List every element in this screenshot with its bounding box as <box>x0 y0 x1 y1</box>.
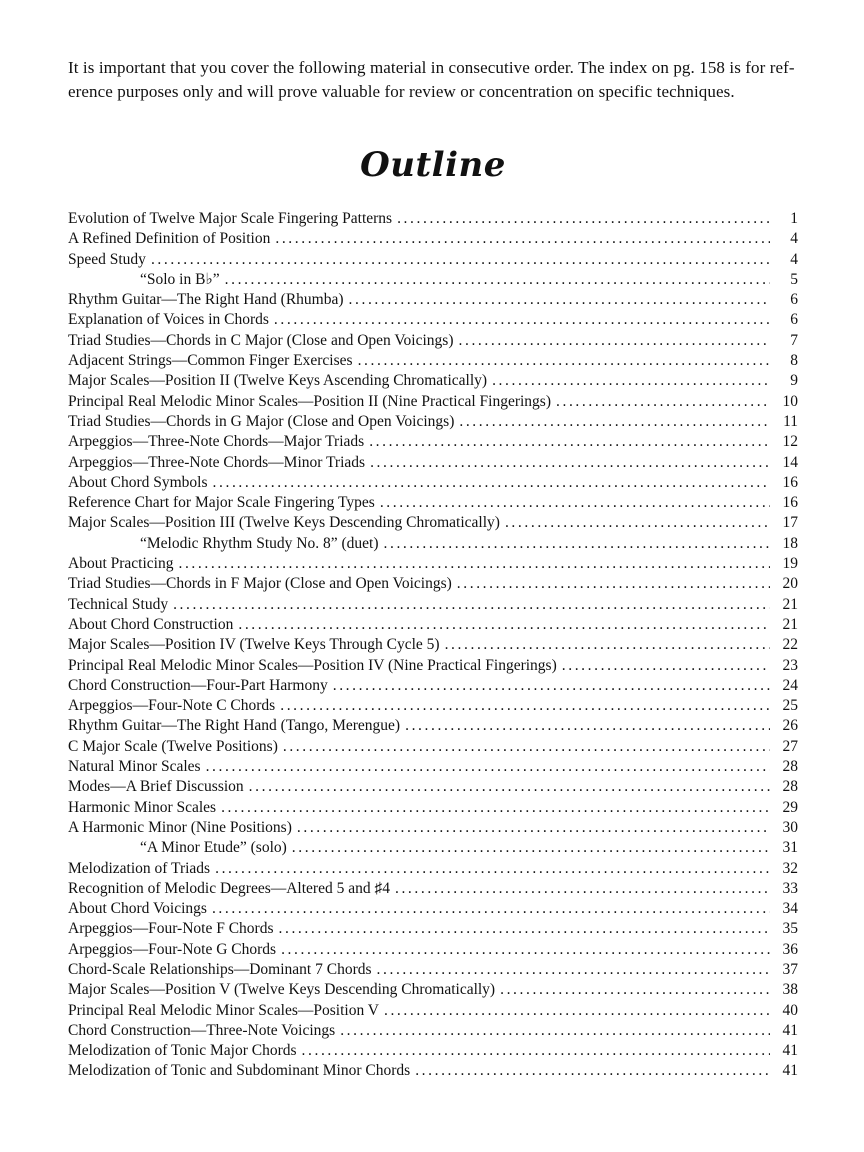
toc-entry <box>68 229 798 249</box>
toc-entry <box>68 1041 798 1061</box>
toc-entry <box>68 473 798 493</box>
dot-leader <box>395 879 770 899</box>
dot-leader <box>459 412 770 432</box>
toc-entry <box>68 1061 798 1081</box>
toc-entry-page: 27 <box>782 737 798 755</box>
toc-entry-page: 29 <box>782 798 798 816</box>
toc-entry-page: 36 <box>782 940 798 958</box>
toc-entry-page: 17 <box>782 514 798 532</box>
toc-entry-page: 4 <box>790 230 798 248</box>
toc-entry <box>68 757 798 777</box>
dot-leader <box>215 859 770 879</box>
toc-entry-page: 21 <box>782 595 798 613</box>
dot-leader <box>369 432 770 452</box>
intro-line: erence purposes only and will prove valuable for review or concentration on specific techniques. <box>68 81 735 101</box>
dot-leader <box>377 960 770 980</box>
toc-entry-label: Arpeggios—Three-Note Chords—Major Triads <box>68 433 365 451</box>
toc-entry <box>68 798 798 818</box>
toc-entry-label: Chord Construction—Four-Part Harmony <box>68 676 328 694</box>
toc-entry-page: 34 <box>782 900 798 918</box>
toc-entry <box>68 919 798 939</box>
toc-entry <box>68 310 798 330</box>
toc-entry <box>68 595 798 615</box>
toc-entry-label: Major Scales—Position III (Twelve Keys Descending Chromatically) <box>68 514 500 532</box>
dot-leader <box>206 757 770 777</box>
toc-entry-label: Triad Studies—Chords in F Major (Close and Open Voicings) <box>68 575 452 593</box>
toc-entry-label: Technical Study <box>68 595 169 613</box>
dot-leader <box>380 493 770 513</box>
dot-leader <box>292 838 770 858</box>
toc-entry-label: About Practicing <box>68 555 174 573</box>
toc-entry <box>68 676 798 696</box>
toc-entry <box>68 331 798 351</box>
toc-entry <box>68 432 798 452</box>
toc-entry-page: 31 <box>782 839 798 857</box>
dot-leader <box>505 513 770 533</box>
toc-entry-page: 28 <box>782 758 798 776</box>
dot-leader <box>173 595 770 615</box>
dot-leader <box>445 635 770 655</box>
toc-entry <box>68 635 798 655</box>
dot-leader <box>283 737 770 757</box>
toc-entry <box>68 899 798 919</box>
dot-leader <box>213 473 770 493</box>
toc-entry <box>68 1021 798 1041</box>
dot-leader <box>274 310 770 330</box>
toc-entry <box>68 493 798 513</box>
toc-entry-page: 21 <box>782 615 798 633</box>
toc-entry-page: 10 <box>782 392 798 410</box>
toc-entry-page: 4 <box>790 250 798 268</box>
toc-entry-page: 38 <box>782 981 798 999</box>
toc-entry-page: 25 <box>782 697 798 715</box>
intro-paragraph <box>68 56 798 103</box>
toc-entry-label: Evolution of Twelve Major Scale Fingering Patterns <box>68 210 393 227</box>
dot-leader <box>275 229 770 249</box>
toc-entry-label: Rhythm Guitar—The Right Hand (Tango, Merengue) <box>68 717 401 735</box>
toc-entry <box>68 250 798 270</box>
toc-entry-label: Triad Studies—Chords in C Major (Close and Open Voicings) <box>68 331 454 349</box>
toc-entry-label: Natural Minor Scales <box>68 758 201 776</box>
toc-entry-page: 41 <box>782 1062 798 1080</box>
toc-entry-label: Harmonic Minor Scales <box>68 798 217 816</box>
toc-entry-label: Melodization of Tonic and Subdominant Minor Chords <box>68 1062 411 1080</box>
toc-entry-label: Recognition of Melodic Degrees—Altered 5 and ♯4 <box>68 879 390 897</box>
toc-entry-page: 23 <box>782 656 798 674</box>
toc-entry-label: Arpeggios—Four-Note C Chords <box>68 697 276 715</box>
dot-leader <box>281 940 770 960</box>
dot-leader <box>459 331 771 351</box>
toc-entry <box>68 859 798 879</box>
toc-entry-page: 40 <box>782 1001 798 1019</box>
toc-entry <box>68 879 798 899</box>
toc-entry-label: A Harmonic Minor (Nine Positions) <box>68 818 292 836</box>
toc-entry <box>68 270 798 290</box>
toc-entry <box>68 513 798 533</box>
dot-leader <box>333 676 770 696</box>
toc-entry-page: 14 <box>782 453 798 471</box>
toc-entry <box>68 371 798 391</box>
toc-entry-page: 30 <box>782 818 798 836</box>
toc-entry <box>68 940 798 960</box>
dot-leader <box>178 554 770 574</box>
toc-entry <box>68 615 798 635</box>
dot-leader <box>370 453 770 473</box>
toc-entry-label: “Melodic Rhythm Study No. 8” (duet) <box>140 534 379 552</box>
toc-entry-label: Principal Real Melodic Minor Scales—Position V <box>68 1001 379 1019</box>
page-title: Outline <box>360 145 506 185</box>
toc-entry <box>68 696 798 716</box>
toc-entry-page: 20 <box>782 575 798 593</box>
toc-entry-page: 41 <box>782 1021 798 1039</box>
toc-entry-label: Arpeggios—Four-Note G Chords <box>68 940 277 958</box>
dot-leader <box>349 290 770 310</box>
toc-entry-label: Modes—A Brief Discussion <box>68 778 244 796</box>
dot-leader <box>297 818 770 838</box>
toc-entry-label: Explanation of Voices in Chords <box>68 311 269 329</box>
toc-entry <box>68 980 798 1000</box>
toc-entry-page: 33 <box>782 879 798 897</box>
toc-entry-page: 24 <box>782 676 798 694</box>
dot-leader <box>397 209 770 229</box>
toc-entry <box>68 209 798 229</box>
toc-entry-label: Melodization of Triads <box>68 859 211 877</box>
toc-entry <box>68 656 798 676</box>
toc-entry-page: 1 <box>790 210 798 227</box>
toc-entry <box>68 838 798 858</box>
toc-entry-label: “Solo in B♭” <box>140 270 220 288</box>
dot-leader <box>405 716 770 736</box>
dot-leader <box>279 919 771 939</box>
toc-entry-label: Major Scales—Position V (Twelve Keys Descending Chromatically) <box>68 981 496 999</box>
toc-entry-page: 19 <box>782 555 798 573</box>
toc-entry <box>68 777 798 797</box>
toc-entry <box>68 737 798 757</box>
toc-entry-label: Chord Construction—Three-Note Voicings <box>68 1021 336 1039</box>
toc-entry-label: Arpeggios—Four-Note F Chords <box>68 920 274 938</box>
toc-entry <box>68 351 798 371</box>
dot-leader <box>249 777 770 797</box>
toc-entry-label: Major Scales—Position IV (Twelve Keys Through Cycle 5) <box>68 636 440 654</box>
toc-entry-label: Melodization of Tonic Major Chords <box>68 1042 297 1060</box>
toc-entry <box>68 574 798 594</box>
toc-entry-label: Principal Real Melodic Minor Scales—Position II (Nine Practical Fingerings) <box>68 392 551 410</box>
dot-leader <box>358 351 770 371</box>
table-of-contents <box>68 209 798 1082</box>
dot-leader <box>500 980 770 1000</box>
toc-entry-page: 12 <box>782 433 798 451</box>
toc-entry-page: 9 <box>790 372 798 390</box>
toc-entry-page: 32 <box>782 859 798 877</box>
toc-entry-label: Major Scales—Position II (Twelve Keys Ascending Chromatically) <box>68 372 488 390</box>
toc-entry <box>68 818 798 838</box>
toc-entry <box>68 392 798 412</box>
toc-entry <box>68 290 798 310</box>
toc-entry-label: Rhythm Guitar—The Right Hand (Rhumba) <box>68 291 344 309</box>
toc-entry <box>68 716 798 736</box>
dot-leader <box>340 1021 770 1041</box>
toc-entry-label: “A Minor Etude” (solo) <box>140 839 287 857</box>
toc-entry-label: Principal Real Melodic Minor Scales—Position IV (Nine Practical Fingerings) <box>68 656 557 674</box>
toc-entry-page: 5 <box>790 270 798 288</box>
toc-entry-page: 37 <box>782 960 798 978</box>
toc-entry-page: 35 <box>782 920 798 938</box>
toc-entry-label: About Chord Voicings <box>68 900 207 918</box>
toc-entry-label: About Chord Symbols <box>68 473 208 491</box>
dot-leader <box>221 798 770 818</box>
dot-leader <box>384 534 771 554</box>
toc-entry-page: 26 <box>782 717 798 735</box>
toc-entry-page: 7 <box>790 331 798 349</box>
toc-entry-page: 28 <box>782 778 798 796</box>
intro-line: It is important that you cover the following material in consecutive order. The index on pg. 158 is for ref- <box>68 58 795 77</box>
toc-entry-page: 6 <box>790 311 798 329</box>
toc-entry <box>68 960 798 980</box>
dot-leader <box>225 270 770 290</box>
toc-entry <box>68 554 798 574</box>
dot-leader <box>384 1001 770 1021</box>
dot-leader <box>302 1041 770 1061</box>
toc-entry-label: Speed Study <box>68 250 146 268</box>
toc-entry-page: 6 <box>790 291 798 309</box>
dot-leader <box>151 250 770 270</box>
toc-entry-label: Arpeggios—Three-Note Chords—Minor Triads <box>68 453 366 471</box>
dot-leader <box>457 574 770 594</box>
dot-leader <box>415 1061 770 1081</box>
toc-entry <box>68 412 798 432</box>
toc-entry-label: Chord-Scale Relationships—Dominant 7 Chords <box>68 960 372 978</box>
toc-entry-page: 41 <box>782 1042 798 1060</box>
toc-entry <box>68 534 798 554</box>
dot-leader <box>280 696 770 716</box>
toc-entry-label: About Chord Construction <box>68 615 234 633</box>
toc-entry-page: 18 <box>782 534 798 552</box>
toc-entry-page: 16 <box>782 473 798 491</box>
toc-entry-page: 11 <box>783 412 798 430</box>
toc-entry-label: A Refined Definition of Position <box>68 230 271 248</box>
toc-entry-page: 8 <box>790 352 798 370</box>
dot-leader <box>212 899 770 919</box>
dot-leader <box>556 392 770 412</box>
dot-leader <box>238 615 770 635</box>
toc-entry <box>68 1001 798 1021</box>
dot-leader <box>562 656 770 676</box>
dot-leader <box>492 371 770 391</box>
toc-entry-label: C Major Scale (Twelve Positions) <box>68 737 278 755</box>
toc-entry-page: 22 <box>782 636 798 654</box>
toc-entry-label: Triad Studies—Chords in G Major (Close and Open Voicings) <box>68 412 455 430</box>
toc-entry <box>68 453 798 473</box>
toc-entry-label: Reference Chart for Major Scale Fingering Types <box>68 494 375 512</box>
toc-entry-label: Adjacent Strings—Common Finger Exercises <box>68 352 353 370</box>
toc-entry-page: 16 <box>782 494 798 512</box>
